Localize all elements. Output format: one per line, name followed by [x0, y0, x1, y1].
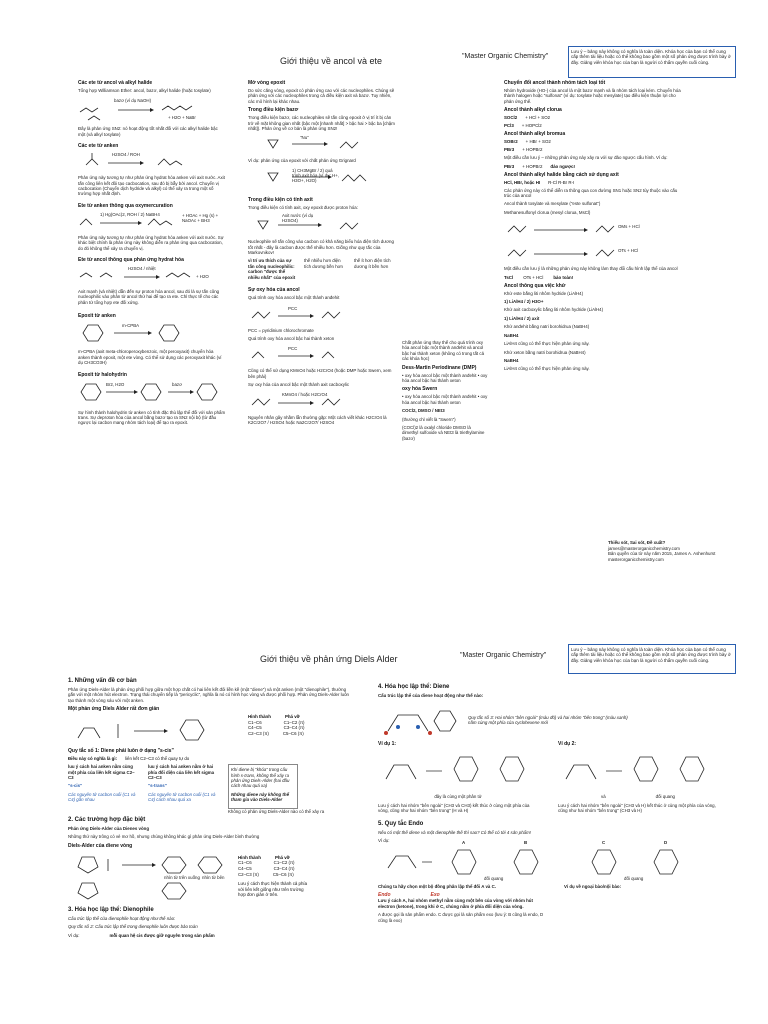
- formed-bond: C1–C6: [248, 719, 262, 725]
- reaction-row: [504, 164, 684, 169]
- section-text: LiAlH4 cũng có thể thực hiện phản ứng này.: [504, 366, 590, 372]
- broken-bond: C5–C6 (π): [282, 731, 304, 736]
- product-label: R-Cl R-Br R-I: [548, 179, 575, 185]
- reaction-diagram: [78, 96, 226, 122]
- example-2-labels: [558, 794, 718, 802]
- alcohol-ether-sheet: [30, 40, 738, 580]
- no-reaction-note: Không có phản ứng Diels-Alder nào có thể xảy ra: [228, 808, 325, 814]
- view-label: nhìn từ trên xuống: [164, 874, 200, 880]
- outside-marker: [428, 731, 432, 735]
- reaction-pcc-secondary: [248, 344, 398, 364]
- swern-title: oxy hóa Swern: [402, 386, 438, 393]
- choose-text: Chúng ta hãy chọn một bộ đồng phân lập thể đối A và C.: [378, 884, 496, 890]
- column-epoxide-oxidation: [248, 80, 398, 428]
- reagent-label: H2SO4 / nhiệt: [128, 266, 156, 272]
- section-title: Epoxit từ halohydrin: [78, 371, 127, 378]
- reagent-label: SOBr2: [504, 139, 518, 145]
- enantiomer-label: đối quang: [655, 794, 675, 800]
- reagent-label: H2SO4 / ROH: [112, 152, 140, 158]
- exo-label: Exo: [430, 892, 440, 899]
- example-label: Ví dụ:: [68, 932, 80, 938]
- reaction-grignard: [248, 167, 398, 189]
- section-text: Các phản ứng này có thể diễn ra thông qua con đường SN1 hoặc SN2 tùy thuộc vào cấu trúc của ancol: [504, 187, 678, 199]
- section-note: Đây là phản ứng SN2: nó hoạt động tốt nhất đối với các alkyl halide bậc một (và alkyl tosylate): [78, 126, 218, 137]
- reaction-diagram: [78, 151, 226, 171]
- reagent-label: Br2, H2O: [106, 381, 125, 387]
- reaction-williamson: [78, 96, 226, 122]
- section-text: Tổng hợp Williamson Ether: ancol, bazơ, alkyl halide (hoặc tosylate): [78, 88, 211, 93]
- reagent-label: KMnO4 / hoặc H2CrO4: [282, 391, 328, 397]
- example-1-diagram: [378, 749, 538, 789]
- bonds-row: [248, 731, 305, 737]
- s-cis-distance: Các nguyên tử cacbon cuối (C1 và C4) gần nhau: [68, 791, 136, 803]
- examples-row: [378, 741, 724, 816]
- reagent-label: PCC: [288, 346, 298, 352]
- section-text: Quá trình oxy hóa ancol bậc một thành anđehit: [248, 295, 340, 301]
- section-title: Ancol thành alkyl bromua: [504, 131, 566, 138]
- byproduct-label: + HCl + SO2: [525, 115, 551, 121]
- column-basics: [68, 678, 354, 938]
- section-title: 4. Hóa học lập thể: Diene: [378, 684, 450, 690]
- bonds-row: [238, 872, 308, 878]
- copyright-text: Bản quyền của tờ này năm 2015, James A. Ashenhurst masterorganicchemistry.com: [608, 551, 716, 562]
- rule3-row: [378, 701, 724, 741]
- bonds-table: [238, 855, 308, 898]
- endo-label: Endo: [378, 892, 391, 899]
- mid-label: thế nhiều hơn điện tích dương bền hơn: [304, 258, 343, 269]
- diels-alder-sheet: [30, 640, 738, 1024]
- product-b-label: B: [524, 840, 528, 846]
- example-note: Lưu ý cách hai nhóm "bên ngoài" (CH3 và H) kết thúc ở cùng một phía của vòng, cũng như hai nhóm "bên trong" (CH3 và H): [558, 802, 716, 814]
- s-cis-note: luu ý cách hai anken nằm cùng một phía của liên kết sigma C2–C3: [68, 764, 135, 781]
- example-title: Một phản ứng Diels Alder rất đơn giản: [68, 706, 160, 713]
- section-text: Trong điều kiện có tính axit, oxy epoxit được proton hóa:: [248, 204, 358, 210]
- reaction-dehydration: [78, 265, 226, 285]
- endo-diagram: [378, 838, 724, 884]
- bonds-table: [248, 714, 305, 736]
- section-note: Phản ứng này tương tự như phản ứng hydrat hóa anken với axit nước. Axit tấn công liên kết đôi tạo cacbocation, sau đó bị bẫy bởi ancol. Chuyển vị cacbocation (Chuyển dịch hydride và alkyl) có thể xảy ra trong một số trường hợp nhất định.: [78, 175, 225, 197]
- reaction-row: [504, 115, 684, 120]
- section-text: Sự oxy hóa của ancol bậc một thành axit cacboxylic: [248, 382, 350, 388]
- reagent-label: m-CPBA: [122, 323, 140, 329]
- contact-email[interactable]: james@masterorganicchemistry.com: [608, 545, 680, 551]
- disclaimer-box: Lưu ý – bảng này không có nghĩa là toàn diện. Khóa học của bạn có thể cung cấp thêm tài liệu hoặc có thể không bao gồm một số phản ứng được trình bày ở đây. Giảng viên khóa học của bạn là người có thẩm quyền cuối cùng.: [568, 46, 736, 78]
- reaction-row: [504, 275, 684, 280]
- section-text: Do sức căng vòng, epoxit có phản ứng cao với các nucleophiles. Chúng sẽ phản ứng với các nucleophiles trong cả điều kiện axit và bazơ. Tuy nhiên, các mô hình lại khác nhau.: [248, 88, 395, 104]
- cis-note: mỗi quan hệ cis được giữ nguyên trong sản phẩm: [109, 932, 215, 938]
- broken-header: Phá vỡ: [274, 854, 290, 860]
- outside-marker: [384, 731, 388, 735]
- same-molecule-label: đây là cùng một phân tử: [434, 794, 482, 800]
- broken-header: Phá vỡ: [284, 714, 300, 720]
- section-text: Quá trình oxy hóa ancol bậc hai thành xeton: [248, 335, 335, 341]
- section-note: Axit mạnh (và nhiệt) dẫn đến sự proton hóa ancol, sau đó là sự tấn công nucleophilic vào phân tử ancol thứ hai để tạo ra ete. Chỉ thực tế cho các phân tử tổng hợp ete đối xứng.: [78, 289, 220, 305]
- section-title: 5. Quy tắc Endo: [378, 820, 424, 827]
- rule-text: Quy tắc số 2: Cấu trúc lập thể trong dienophile luôn được bảo toàn: [68, 924, 198, 930]
- example-label: Ví dụ 2:: [558, 741, 577, 748]
- section-text: Khử anđehit bằng natri borohidrua (NaBH4): [504, 324, 590, 330]
- section-text: Chất phản ứng thay thế cho quá trình oxy hóa ancol bậc một thành anđehit và ancol bậc hai thành xeton (không có trong tất cả các khóa học): [402, 340, 485, 362]
- reaction-diagram: [78, 380, 226, 406]
- section-title: 1. Những vấn đề cơ bản: [68, 678, 137, 684]
- example-title: Diels-Alder của diene vòng: [68, 842, 133, 849]
- example-label: Ví dụ:: [378, 838, 390, 844]
- section-title: Ancol thành alkyl clorua: [504, 107, 562, 114]
- inside-marker: [396, 725, 400, 729]
- section-title: Các ete từ ancol và alkyl halide: [78, 80, 153, 86]
- endo-exo-row: [378, 884, 724, 926]
- endo-products: [378, 838, 724, 884]
- markovnikov-row: [248, 258, 398, 283]
- s-trans-distance: Các nguyên tử cacbon cuối (C1 và C4) cách nhau quá xa: [148, 791, 216, 803]
- dienophile-example-row: [68, 933, 354, 938]
- example-label: Ví dụ về ngoại bào/nội bào:: [564, 884, 622, 890]
- product-label: OMs + HCl: [618, 224, 640, 230]
- reaction-halohydrin: [78, 380, 226, 406]
- section-text: Trong điều kiện bazơ, các nucleophiles sẽ tấn công epoxit ở vị trí ít bị cản trở về mặt không gian nhất (bậc một [nhanh nhất] > bậc hai > bậc ba [chậm nhất]). Phản ứng về cơ bản là phản ứng SN2!: [248, 115, 395, 132]
- section-text: Phản ứng Diels-Alder là phản ứng phối hợp giữa một hợp chất có hai liên kết đôi liền kề (một "diene") và một anken (một "dienophile"), thường gắn với một nhóm hút electron. Trạng thái chuyển tiếp là "pericyclic", nghĩa là nó có hình học vòng và được phối hợp. Phản ứng Diels-Alder luôn tạo thành một vòng sáu với một anken.: [68, 687, 349, 703]
- rule-row: [68, 756, 354, 761]
- retention-label: bảo toàn!: [553, 274, 574, 280]
- column-alt-oxidants: [402, 340, 488, 444]
- swern-note: • oxy hóa ancol bậc một thành anđehit • oxy hóa ancol bậc hai thành xeton: [402, 394, 488, 405]
- reagent-label: PCl3: [504, 123, 514, 129]
- formed-bond: C2–C3 (π): [238, 871, 259, 877]
- s-trans-block: [148, 764, 218, 808]
- byproduct-label: + H2O + NaBr: [168, 115, 196, 121]
- product-c-label: C: [602, 840, 606, 846]
- section-text: (COCl)2 là oxalyl chloride DMSO là dimethyl sulfoxide và NEt3 là triethylamine (bazơ): [402, 425, 485, 441]
- section-note: Phản ứng này tương tự như phản ứng hydrat hóa anken với axit nước. Sự khác biệt chính là phản ứng này không diễn ra phản ứng qua cacbocation, do đó không thể xảy ra chuyển vị.: [78, 234, 224, 251]
- locked-diene-box: [228, 764, 298, 808]
- locked-note: Khi diene bị "khóa" trong cấu hình s-trans, không thể xảy ra phản ứng Diels-Alder (hai đầu cách nhau quá xa): [231, 767, 290, 789]
- broken-bond: C1–C2 (π): [283, 719, 305, 725]
- reaction-row: [504, 147, 684, 152]
- section-title: Ancol thành alkyl halide bằng cách sử dụng axit: [504, 171, 619, 178]
- right-label: thế ít hơn điện tích dương ít bền hơn: [354, 258, 391, 269]
- section-title: Epoxit từ anken: [78, 313, 116, 320]
- column-stereochem: [378, 684, 724, 926]
- section-text: Một điều cần lưu ý là những phản ứng này không làm thay đổi cấu hình lập thể của ancol: [504, 266, 678, 272]
- exo-endo-example: [564, 884, 714, 926]
- reaction-epoxidation: [78, 321, 226, 345]
- endo-rule-note: A được gọi là sản phẩm endo. C được gọi là sản phẩm exo (lưu ý: B cũng là endo, D cũng là exo): [378, 912, 544, 923]
- broken-bond: C3–C4 (π): [283, 725, 305, 731]
- byproduct-label: + HOPBr2: [522, 163, 543, 169]
- reaction-row: [504, 139, 684, 144]
- cyclic-diene-reaction: [68, 851, 354, 903]
- reagent-label: "Nu": [300, 135, 309, 141]
- section-text: Ancol thành tosylate và mesylate ("este sulfonat"): [504, 201, 601, 207]
- section-text: Nguyên nhân gây nhầm lẫn thường gặp: Một cách viết khác H2CrO4 là K2Cr2O7 / H2SO4 hoặc Na2Cr2O7/ H2SO4: [248, 414, 387, 425]
- formed-bond: C2–C3 (π): [248, 731, 269, 736]
- section-text: Cấu trúc lập thể của diene hoạt động như thế nào:: [378, 693, 484, 698]
- endo-rule: Lưu ý cách A, hai nhóm methyl nằm cùng một bên của vòng với nhóm hút electron (ketone), trong khi ở C, chúng nằm ở phía đối diện của vòng.: [378, 898, 533, 909]
- simple-da-reaction: [68, 714, 354, 744]
- s-cis-block: [68, 764, 138, 808]
- enantiomer-label: đối quang: [624, 876, 644, 882]
- brand-label: "Master Organic Chemistry": [462, 53, 549, 60]
- brand-label: "Master Organic Chemistry": [460, 652, 547, 659]
- section-title: Sự oxy hóa của ancol: [248, 287, 300, 294]
- diene-diagram: [378, 701, 458, 741]
- section-text: Nếu có một thế diene và một dienophile thế thì sao? Có thể có tới 4 sản phẩm!: [378, 829, 532, 835]
- reagent-label: 1) LiAlH4 / 2) H3O+: [504, 299, 544, 305]
- side-label: vì trí ưa thích của sự tấn công nucleophilic: carbon "được thế nhiều nhất" của epoxit: [248, 258, 296, 280]
- reagent-label: bazơ: [172, 381, 182, 387]
- section-text: Khử axit cacboxylic bằng liti nhôm hydride (LiAlH4): [504, 307, 604, 313]
- section-text: Khử este bằng liti nhôm hydride (LiAlH4): [504, 290, 584, 296]
- reagent-label: 1) LiAlH4 / 2) axit: [504, 315, 540, 321]
- reagent-label: TsCl: [504, 274, 514, 280]
- conformer-row: [68, 764, 354, 808]
- column-ethers: [78, 80, 226, 429]
- section-text: Cấu trúc lập thể của dienophile hoạt động như thế nào:: [68, 915, 176, 921]
- formed-header: Hình thành: [248, 714, 271, 720]
- reaction-tosylate: [504, 242, 684, 262]
- section-title: 2. Các trường hợp đặc biệt: [68, 817, 146, 824]
- formed-bond: C4–C5: [238, 866, 252, 872]
- section-title: Mở vòng epoxit: [248, 80, 286, 86]
- inside-marker: [416, 725, 420, 729]
- reaction-diagram: [68, 714, 248, 744]
- byproduct-label: + HOAc + Hg (s) + NaOAc + BH3: [182, 212, 219, 223]
- section-note: Nucleophile sẽ tấn công vào cacbon có khả năng biểu hóa điện tích dương tốt nhất - đây là cacbon được thế nhiều hơn. Giống như quy tắc của Markovnikov!: [248, 239, 394, 256]
- section-note: Sự hình thành halohydrin từ anken có tính đặc thù lập thể đối với sản phẩm trans. Sự deproton hóa của ancol bằng bazơ tạo ra SN2 nội bộ (từ đầu ngược lại cacbon mang nhóm tách loại) để tạo ra epoxit.: [78, 409, 226, 426]
- sheet-title: Giới thiệu về phản ứng Diels Alder: [260, 654, 398, 664]
- reaction-row: [504, 180, 684, 185]
- inversion-label: đảo ngược!: [550, 163, 575, 169]
- formed-bond: C1–C6: [238, 860, 252, 866]
- example-2: [558, 741, 718, 816]
- section-title: Trong điều kiện có tính axit: [248, 196, 313, 203]
- formed-bond: C4–C5: [248, 725, 262, 731]
- byproduct-label: + HOPBr2: [522, 147, 543, 153]
- reaction-diagram: [248, 344, 398, 364]
- reaction-base-opening: [248, 134, 398, 154]
- reaction-kmno4: [248, 391, 398, 411]
- section-title: Trong điều kiện bazơ: [248, 107, 299, 114]
- section-text: Ví dụ: phản ứng của epoxit với chất phản ứng Grignard: [248, 158, 356, 164]
- reaction-diagram: [504, 218, 684, 238]
- reaction-oxymercuration: [78, 211, 226, 231]
- s-trans-label: "s-trans": [148, 783, 167, 789]
- dmp-title: Dess-Martin Periodinane (DMP): [402, 364, 477, 371]
- example-2-diagram: [558, 749, 718, 789]
- reaction-diagram: [248, 213, 398, 235]
- section-title: Chuyển đổi ancol thành nhóm tách loại tốt: [504, 80, 606, 86]
- reagent-label: PCC: [288, 305, 298, 311]
- section-text: Nhóm hydroxide (HO-) của ancol là một bazơ mạnh và là nhóm tách loại kém. Chuyển hóa thành halogen hoặc "sulfonat" (ví dụ: tosylate hoặc mesylate) tạo điều kiện thuận lợi cho phản ứng thế.: [504, 88, 681, 104]
- reaction-mesylate: [504, 218, 684, 238]
- reagent-label: SOCl2: [504, 115, 518, 121]
- broken-bond: C5–C6 (π): [272, 871, 294, 877]
- product-a-label: A: [462, 840, 466, 846]
- bridge-note: Lưu ý cách thực hiện thành cả phía với liên kết giống như trên trường hợp đơn giản ở trên.: [238, 881, 308, 898]
- rule-title: Quy tắc số 1: Diene phải luôn ở dạng "s-cis": [68, 748, 174, 755]
- byproduct-label: + HBr + SO2: [525, 139, 551, 145]
- section-text: Phản ứng Diels-Alder của Dienes vòng: [68, 826, 150, 832]
- reagent-label: COCl2, DMSO / NEt3: [402, 408, 445, 414]
- reagent-label: NaBH4: [504, 332, 519, 338]
- view-label: nhìn từ bên: [202, 874, 225, 880]
- sheet-title: Giới thiệu về ancol và ete: [280, 56, 382, 66]
- reaction-row: [504, 123, 684, 128]
- reaction-pcc-primary: [248, 304, 398, 324]
- section-title: Các ete từ anken: [78, 143, 119, 150]
- dmp-note: • oxy hóa ancol bậc một thành anđehit • oxy hóa ancol bậc hai thành xeton: [402, 372, 488, 384]
- byproduct-label: + HOPCl2: [521, 123, 542, 129]
- example-label: Ví dụ 1:: [378, 741, 397, 748]
- section-text: Những thứ này trông có vẻ mơ hồ, nhưng chúng không khác gì phản ứng Diels-Alder bình thường: [68, 834, 260, 840]
- reagent-note: (thường chỉ viết là "Swern"): [402, 416, 456, 422]
- disclaimer-box: Lưu ý – bảng này không có nghĩa là toàn diện. Khóa học của bạn có thể cung cấp thêm tài liệu hoặc có thể không bao gồm một số phản ứng được trình bày ở đây. Giảng viên khóa học của bạn là người có thẩm quyền cuối cùng.: [568, 644, 736, 674]
- s-trans-note: luu ý cách hai anken nằm ở hai phía đối diện của liên kết sigma C2–C3: [148, 764, 215, 781]
- reagent-label: 1) CH3MgBr / 2) quá trình axit hóa (ví dụ: H+, H3O+, H2O): [292, 167, 339, 183]
- column-leaving-groups: [504, 80, 684, 375]
- endo-exo-block: [378, 884, 548, 926]
- section-title: Ete từ anken thông qua oxymercuration: [78, 202, 173, 209]
- section-title: 3. Hóa học lập thể: Dienophile: [68, 906, 154, 913]
- section-title: Ancol thông qua việc khử: [504, 282, 566, 289]
- reaction-diagram: [78, 321, 226, 345]
- and-label: và: [601, 794, 606, 800]
- product-label: OTs + HCl: [523, 274, 544, 280]
- section-text: PCC = pyridinium chlorochromate: [248, 327, 314, 333]
- example-note: Lưu ý cách hai nhóm "bên ngoài" (CH3 và CH3) kết thúc ở cùng một phía của vòng, cũng như hai nhóm "bên trong" (H và H): [378, 802, 530, 814]
- section-title: Ete từ ancol thông qua phản ứng hydrat hóa: [78, 257, 184, 264]
- enantiomer-label: đối quang: [484, 876, 504, 882]
- s-cis-label: "s-cis": [68, 783, 83, 789]
- locked-note-bold: Những diene này không thể tham gia vào Diels-Alder: [231, 791, 290, 803]
- reagent-label: 1) Hg(OAc)2, ROH / 2) NaBH4: [100, 211, 160, 217]
- contact-title: Thiếu sót, Sai sót, Đề xuất?: [608, 540, 666, 545]
- product-d-label: D: [664, 840, 668, 846]
- section-text: Cũng có thể sử dụng KMnO4 hoặc H2CrO4 (hoặc DMP hoặc Swern, xem bên phải): [248, 368, 392, 379]
- reaction-diagram: [248, 304, 398, 324]
- reaction-acid-opening: [248, 213, 398, 235]
- rule-answer: liên kết C2–C3 có thể quay tự do: [125, 756, 190, 762]
- section-text: Khử xeton bằng natri borohidrua (NaBH4): [504, 349, 586, 355]
- reaction-diagram: [248, 134, 398, 154]
- reagent-label: NaBH4: [504, 357, 519, 363]
- rule3-text: Quy tắc số 3: Hai nhóm "bên ngoài" (màu đỏ) và hai nhóm "bên trong" (màu xanh) nằm cùng một phía của cyclohexene mới: [468, 714, 628, 725]
- section-note: m-CPBA (axit meta-chloroperoxybenzoic, một peroxyaxit) chuyển hóa anken thành epoxit, một ete vòng. Có thể sử dụng các peroxyaxit khác (ví dụ CH3CO3H): [78, 349, 222, 366]
- product-label: OTs + HCl: [618, 248, 639, 254]
- example-1: [378, 741, 538, 816]
- section-text: Một điều cần lưu ý – những phản ứng này xảy ra với sự đảo ngược cấu hình. Ví dụ:: [504, 155, 668, 161]
- contact-block: [608, 540, 728, 562]
- rule-question: Điều này có nghĩa là gì:: [68, 756, 118, 762]
- reagent-label: HCl, HBr, hoặc HI: [504, 179, 541, 185]
- formed-header: Hình thành: [238, 854, 261, 860]
- section-text: Methanesulfonyl clorua (mesyl clorua, MsCl): [504, 209, 591, 215]
- reagent-label: bazơ (ví dụ NaOH): [114, 98, 152, 104]
- reaction-alkene-ether: [78, 151, 226, 171]
- reagent-label: PBr3: [504, 147, 515, 153]
- reagent-label: Axit nước (ví dụ H2SO4): [282, 213, 314, 224]
- reagent-label: PBr3: [504, 163, 515, 169]
- broken-bond: C3–C4 (π): [273, 866, 295, 872]
- section-text: LiAlH4 cũng có thể thực hiện phản ứng này.: [504, 341, 590, 347]
- reaction-diagram: [504, 242, 684, 262]
- byproduct-label: + H2O: [196, 274, 209, 280]
- broken-bond: C1–C2 (π): [273, 860, 295, 866]
